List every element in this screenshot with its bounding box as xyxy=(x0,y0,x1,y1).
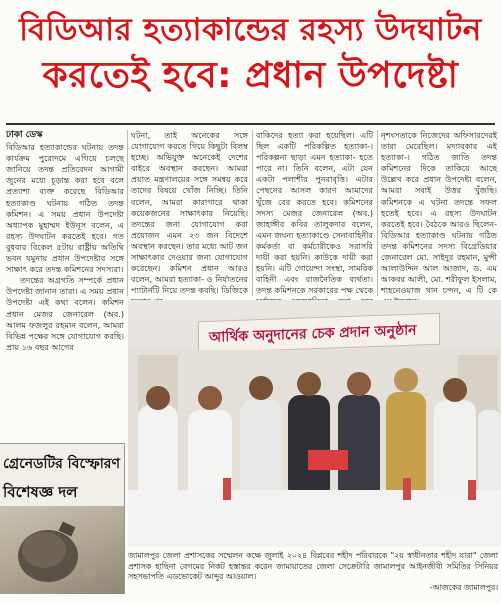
photo-caption xyxy=(128,551,498,593)
grenade-image xyxy=(0,506,124,594)
article-column-4 xyxy=(381,130,497,296)
headline-line-1: বিডিআর হত্যাকান্ডের রহস্য উদঘাটন xyxy=(19,12,482,48)
photo-people xyxy=(128,300,501,547)
person xyxy=(138,405,178,500)
article-paragraph: তদন্তের অগ্রগতি সম্পর্কে প্রধান উপদেষ্টা জানান তারা। এ সময় প্রধান উপদেষ্টা এই কথা বলেন। কমিশন প্রধান মেজর জেনারেল (অব.) আলম ফজলুর রহমান বলেন, আমরা বিভিন্ন পক্ষের সঙ্গে যোগাযোগ করছি। প্রায় ১৬ বছর আগের xyxy=(6,275,124,352)
article-paragraph: ঘটনা, তাই অনেকের সঙ্গে যোগাযোগ করতে গিয়ে কিছুটা বিলম্ব হচ্ছে। অভিযুক্ত অনেকেই দেশের বাইরে অবস্থান করছেন। আমরা প্রয়াত মন্ত্রণালয়ের সঙ্গে সমন্বয় করে তাদের বিষয়ে খোঁজ নিচ্ছি। তিনি বলেন, আমরা কারাগারে থাকা কয়েকজনের সাক্ষাৎকার নিয়েছি। তদন্তের জন্য যোগাযোগ করা প্রয়োজন এমন ২৩ জন বিদেশে অবস্থান করছেন। তার মধ্যে আট জন সাক্ষাৎকার দেওয়ার জন্য যোগাযোগ করেছেন। কমিশন প্রধান আরও বলেন, আমরা হত্যাকা- ও নির্যাতনের প্যাটার্নটি নিয়ে তদন্ত করছি। ডিজিকে xyxy=(131,130,248,296)
column-divider xyxy=(127,130,128,296)
grenade-photo xyxy=(0,506,124,594)
article-column-1 xyxy=(6,130,124,440)
column-divider xyxy=(252,130,253,296)
column-divider xyxy=(377,130,378,296)
headline-rule xyxy=(6,123,495,125)
caption-text: জামালপুর জেলা প্রশাসকের সম্মেলন কক্ষে জুলাই ২০২৪ বিপ্লবের শহীদ পরিবারকে "২য় স্বাধীনতার শহীদ যারা" জেলা প্রশাসক হাছিনা বেগমের নিকট হস্তান্তর করেন জামায়াতের জেলা সেক্রেটারি জামালপুর আইনজীবী সমিতির সিনিয়র সহসভাপতি এডভোকেট আব্দুর আওয়াল। xyxy=(128,551,498,582)
inset-headline-line-2: বিশেষজ্ঞ দল xyxy=(3,483,78,501)
article-column-2 xyxy=(131,130,248,296)
event-photo xyxy=(128,300,501,547)
article-paragraph: বাকিদের হত্যা করা হয়েছিল। এটি ছিল একটি পরিকল্পিত হত্যাকা-। পরিকল্পনা ছাড়া এমন হত্যাকা- হতে পারে না। তিনি বলেন, এটা যেন একটা পলাশীর পুনরাবৃত্তি। এটার পেছনের আসল কারণ আমাদের খুঁজে বের করতে হবে। কমিশনের সদস্য মেজর জেনারেল (অব.) জাহাঙ্গীর কবির তালুকদার বলেন, এমন জঘন্য হত্যাকাণ্ডে সেনাবাহিনীর কর্মকর্তা বা কর্মচারীকেও সরাসরি দায়ী করা হয়নি। কাউকে দায়ী করা হয়নি। এটি গোয়েন্দা সংস্থা, সামরিক বাহিনী এবং রাজনৈতিক ব্যর্থতা। তদন্ত কমিশনকে সরকারের পক্ষ থেকে xyxy=(256,130,373,296)
photo-banner-title: আর্থিক অনুদানের চেক প্রদান অনুষ্ঠান xyxy=(209,322,417,346)
headline-line-2: করতেই হবে: প্রধান উপদেষ্টা xyxy=(42,55,459,96)
caption-credit: -আজকের জামালপুর। xyxy=(429,582,498,592)
inset-story xyxy=(0,443,125,594)
byline: ঢাকা ডেস্ক xyxy=(6,130,43,140)
article-paragraph: বিডিআর হত্যাকান্ডের ঘটনায় তদন্ত কার্যক্রম পুরোদমে এগিয়ে চলছে জানিয়ে তদন্ত প্রতিবেদন আগামী জুনের মধ্যে চূড়ান্ত করা হবে বলে প্রত্যাশা ব্যক্ত করেছে বিডিআর হত্যাকাণ্ড ঘটনায় গঠিত তদন্ত কমিশন। এ সময় প্রধান উপদেষ্টা অধ্যাপক মুহাম্মদ ইউনূস বলেন, এ রহস্য উদঘাটন করতেই হবে। গত বুধবার বিকেল ৫টায় রাষ্ট্রীয় অতিথি ভবন যমুনায় প্রধান উপদেষ্টার সঙ্গে সাক্ষাৎ করে তদন্ত কমিশনের সদস্যরা। xyxy=(6,142,124,275)
article-column-3 xyxy=(256,130,373,296)
article-paragraph: নৃশংসতাকে নিজেদের অফিসারদেরই তারা মেরেছিল। মদ্যাবকার এই হত্যাকা-। গঠিত জাতি তদন্ত কমিশনের দিকে তাকিয়ে আছে উল্লেখ করে প্রধান উপদেষ্টা বলেন, আমরা সবাই উত্তর খুঁজছি। কমিশনকে এ ঘটনা তদন্তে সফল হতেই হবে। এ রহস্য উদঘাটন করতেই হবে। বৈঠকে আরও ছিলেন- বিডিআর হত্যাকাণ্ড ঘটনায় গঠিত তদন্ত কমিশনের সদস্য বিগ্রেডিয়ার জেনারেল মো. সাইদুর রহমান, মুন্সী আলাউদ্দিন আল আজাদ, ড. এম আকবর আলী, মো. শরীফুল ইসলাম, শাহনেওয়াজ খান চন্দন, এ টি কে xyxy=(381,130,497,296)
inset-headline-line-1: গ্রেনেডটির বিস্ফোরণ xyxy=(3,456,120,472)
